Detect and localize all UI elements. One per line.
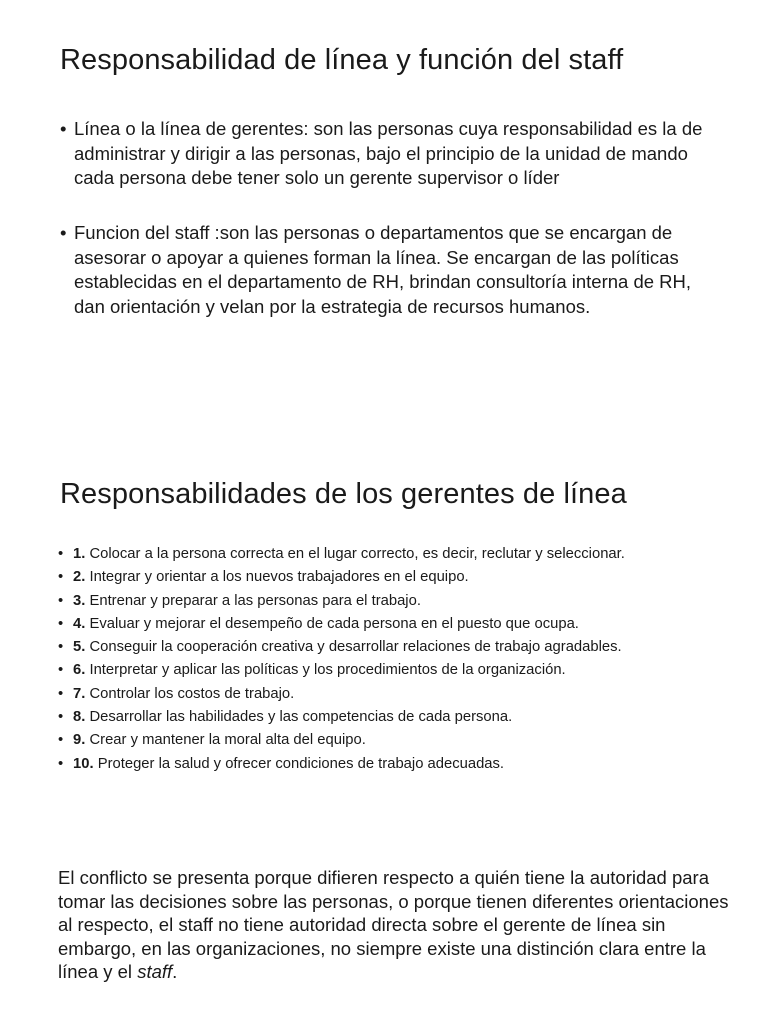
item-number: 3. <box>73 592 86 609</box>
bullet-icon: • <box>58 732 64 749</box>
item-text: Evaluar y mejorar el desempeño de cada persona en el puesto que ocupa. <box>89 615 579 632</box>
list-item <box>58 546 718 562</box>
list-item <box>60 117 720 191</box>
item-text: Desarrollar las habilidades y las competencias de cada persona. <box>89 709 513 726</box>
responsibilities-list <box>58 546 718 779</box>
item-number: 4. <box>73 615 86 632</box>
item-text: Proteger la salud y ofrecer condiciones de trabajo adecuadas. <box>97 755 505 772</box>
bullet-icon: • <box>60 118 67 139</box>
section-title-line-and-staff: Responsabilidad de línea y función del staff <box>60 44 624 76</box>
item-number: 1. <box>73 546 86 562</box>
bullet-icon: • <box>58 639 64 656</box>
list-item <box>58 639 718 655</box>
item-text: Integrar y orientar a los nuevos trabajadores en el equipo. <box>89 569 469 586</box>
bullet-icon: • <box>58 755 64 772</box>
item-number: 6. <box>73 662 86 679</box>
bullet-icon: • <box>58 546 64 562</box>
bullet-icon: • <box>60 222 67 243</box>
item-number: 10. <box>73 755 94 772</box>
list-item <box>58 686 718 702</box>
list-item <box>58 756 718 772</box>
item-text: Colocar a la persona correcta en el lugar correcto, es decir, reclutar y seleccionar. <box>89 546 625 562</box>
list-item <box>60 221 720 319</box>
item-text: Controlar los costos de trabajo. <box>89 685 295 702</box>
conflict-end: . <box>172 961 178 982</box>
list-item <box>58 709 718 725</box>
bullet-icon: • <box>58 615 64 632</box>
conflict-text: El conflicto se presenta porque difieren respecto a quién tiene la autoridad para tomar las decisiones sobre las personas, o porque tienen diferentes orientaciones al respecto, el staff no tiene autoridad directa sobre el gerente de línea sin embargo, en las organizaciones, no siempre existe una distinción clara entre la línea y el <box>58 867 729 982</box>
item-number: 7. <box>73 685 86 702</box>
section-title-line-managers: Responsabilidades de los gerentes de línea <box>60 478 627 510</box>
bullet-icon: • <box>58 709 64 726</box>
list-item <box>58 732 718 748</box>
bullet-text-staff: Funcion del staff :son las personas o departamentos que se encargan de asesorar o apoyar a quienes forman la línea. Se encargan de las políticas establecidas en el departamento de RH, brindan consultoría interna de RH, dan orientación y velan por la estrategia de recursos humanos. <box>74 222 692 317</box>
bullet-icon: • <box>58 592 64 609</box>
item-text: Entrenar y preparar a las personas para el trabajo. <box>89 592 421 609</box>
bullet-icon: • <box>58 662 64 679</box>
list-item <box>58 616 718 632</box>
list-item <box>58 569 718 585</box>
intro-bullet-list-line <box>60 117 720 191</box>
item-number: 9. <box>73 732 86 749</box>
item-text: Interpretar y aplicar las políticas y los procedimientos de la organización. <box>89 662 566 679</box>
item-text: Conseguir la cooperación creativa y desarrollar relaciones de trabajo agradables. <box>89 639 622 656</box>
bullet-icon: • <box>58 685 64 702</box>
item-number: 8. <box>73 709 86 726</box>
item-number: 5. <box>73 639 86 656</box>
staff-emphasis: staff <box>137 961 173 982</box>
bullet-icon: • <box>58 569 64 586</box>
list-item <box>58 662 718 678</box>
bullet-text-line: Línea o la línea de gerentes: son las personas cuya responsabilidad es la de administrar y dirigir a las personas, bajo el principio de la unidad de mando cada persona debe tener solo un gerente supervisor o líder <box>74 118 703 188</box>
item-number: 2. <box>73 569 86 586</box>
conflict-paragraph <box>58 866 738 984</box>
item-text: Crear y mantener la moral alta del equipo. <box>89 732 366 749</box>
list-item <box>58 593 718 609</box>
intro-bullet-list-staff <box>60 221 720 319</box>
